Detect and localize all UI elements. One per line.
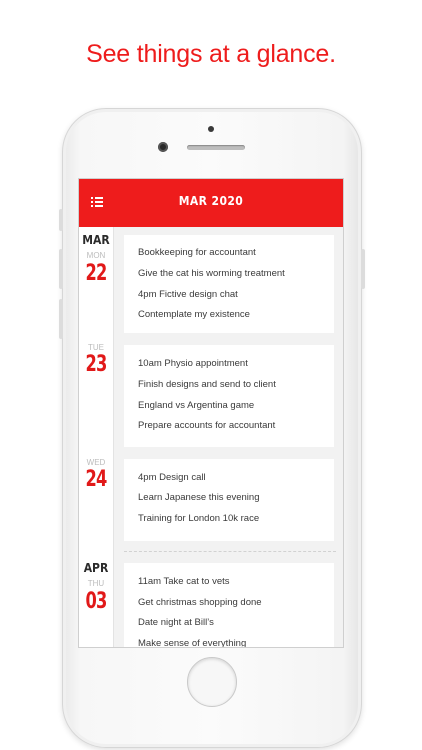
task-item[interactable]: England vs Argentina game bbox=[138, 400, 255, 411]
app-screen bbox=[78, 178, 344, 648]
task-item[interactable]: Make sense of everything bbox=[138, 638, 247, 648]
earpiece-speaker bbox=[187, 145, 245, 150]
task-item[interactable]: Learn Japanese this evening bbox=[138, 492, 260, 503]
mute-switch bbox=[59, 209, 63, 231]
task-item[interactable]: 4pm Fictive design chat bbox=[138, 289, 238, 300]
task-item[interactable]: Bookkeeping for accountant bbox=[138, 247, 256, 258]
task-item[interactable]: 11am Take cat to vets bbox=[138, 576, 230, 587]
task-item[interactable]: 10am Physio appointment bbox=[138, 358, 248, 369]
weekday-label: MON bbox=[86, 251, 106, 260]
task-item[interactable]: Contemplate my existence bbox=[138, 309, 250, 320]
agenda-list[interactable] bbox=[79, 227, 344, 648]
power-button bbox=[361, 249, 365, 289]
volume-up-button bbox=[59, 249, 63, 289]
day-card bbox=[124, 563, 334, 648]
weekday-label: WED bbox=[86, 458, 106, 467]
month-label: APR bbox=[83, 561, 109, 575]
front-sensor bbox=[208, 126, 214, 132]
task-item[interactable]: Get christmas shopping done bbox=[138, 597, 262, 608]
headline: See things at a glance. bbox=[86, 40, 336, 68]
day-number: 22 bbox=[85, 261, 107, 286]
front-camera bbox=[158, 142, 168, 152]
day-card bbox=[124, 459, 334, 541]
week-separator bbox=[124, 551, 336, 552]
weekday-label: TUE bbox=[88, 343, 104, 352]
task-item[interactable]: Prepare accounts for accountant bbox=[138, 420, 276, 431]
app-bar bbox=[79, 179, 343, 227]
date-column bbox=[79, 227, 114, 648]
task-item[interactable]: 4pm Design call bbox=[138, 472, 206, 483]
day-number: 03 bbox=[85, 589, 107, 614]
month-label: MAR bbox=[82, 233, 110, 247]
volume-down-button bbox=[59, 299, 63, 339]
weekday-label: THU bbox=[87, 579, 105, 588]
month-title: MAR 2020 bbox=[178, 194, 244, 208]
day-number: 24 bbox=[85, 467, 107, 492]
day-number: 23 bbox=[85, 352, 107, 377]
task-item[interactable]: Give the cat his worming treatment bbox=[138, 268, 285, 279]
day-card bbox=[124, 235, 334, 333]
day-card bbox=[124, 345, 334, 447]
task-item[interactable]: Finish designs and send to client bbox=[138, 379, 276, 390]
home-button bbox=[187, 657, 237, 707]
task-item[interactable]: Training for London 10k race bbox=[138, 513, 260, 524]
task-item[interactable]: Date night at Bill’s bbox=[138, 617, 214, 628]
